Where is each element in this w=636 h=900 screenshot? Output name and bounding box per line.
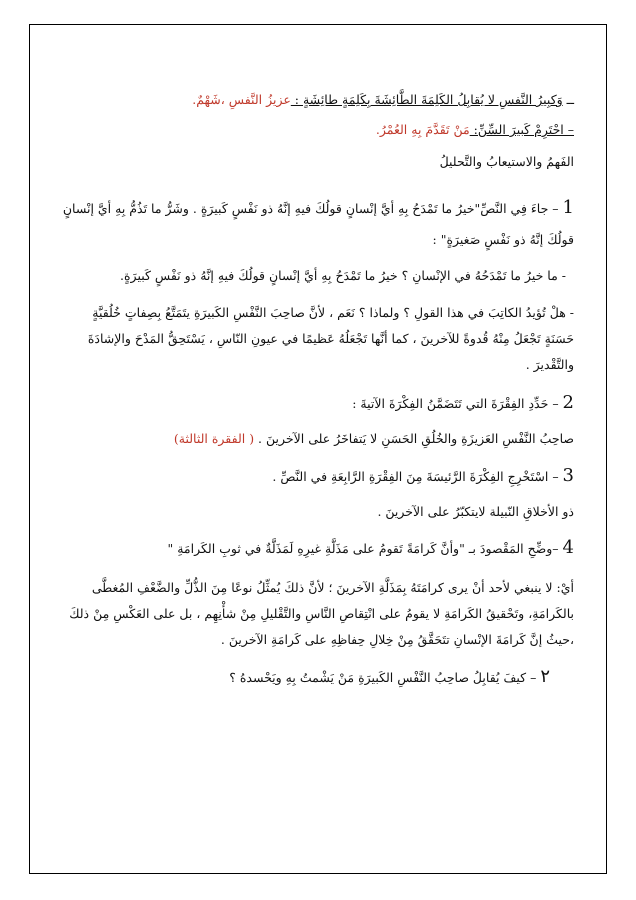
answer-2-paragraph-ref: ( الفقرة الثالثة) [173,431,255,447]
page-border [29,24,607,874]
answer-2 [62,430,574,448]
answer-2-text: صاحِبُ النَّفْسِ العَزيزَةِ والخُلُقِ الحَسَنِ لا يَتفاخَرُ على الآخرينَ . [254,431,574,447]
question-1-number: 1 [562,197,574,219]
question-4 [62,535,574,561]
vocab-2-word: – احْتَرِمْ كَبيرَ السِّنِّ: [469,122,574,138]
vocab-1-word: وَكبِيرُ النَّفسِ لا يُقابِلُ الكَلِمَةَ الطَّائِشَةَ بِكَلِمَةٍ طائِشَةٍ : [290,92,563,107]
question-3-number: 3 [562,464,574,486]
question-2-number: 2 [562,392,574,414]
answer-3: ذو الأخلاقِ النّبيلة لايتكبّرُ على الآخرينَ . [377,503,574,519]
vocab-line-1 [62,91,574,109]
vocab-1-meaning: عزيزُ النَّفسِ ،شَهْمٌ. [192,92,291,107]
section-title: الفَهمُ والاستيعابُ والتَّحليلُ [439,154,574,170]
question-4-number: 4 [562,536,574,558]
dash-prefix: ــ [562,92,574,107]
question-4-text: –وضِّحِ المَقْصودَ بـ "وأنَّ كَرامَةً تَقومُ على مَذَلَّةِ غيرِهِ لَمَذَلَّةٌ في ثوبِ الكَرامَةِ " [167,540,563,556]
question-5-text: – كيفَ يُقابِلُ صاحِبُ النَّفْسِ الكَبيرَةِ مَنْ يَشْمتُ بِهِ ويَحْسدهُ ؟ [229,669,541,685]
question-1 [62,189,574,253]
question-5-number: ٢ [540,665,550,687]
question-2 [62,390,574,416]
question-3 [62,463,574,489]
document-body [62,91,574,690]
answer-4: أيْ: لا ينبغي لأحد أنْ يرى كرامَتَهُ بِمَذَلَّةِ الآخرينَ ؛ لأنَّ ذلكَ يُمثِّلُ نوعًا مِنَ الذُّلِّ والضَّعْفِ المُغطَّى بالكَرامَةِ، وتَحْقيقُ الكَرامَةِ لا يقومُ على انْتِقاصِ النَّاسِ والتَّقْليلِ مِنْ شأْنِهِم ، بل على العَكْسِ مِنْ ذلكَ ،حيثُ إنَّ كَرامَةَ الإنْسانِ تتَحَقَّقُ مِنْ خِلالِ حِفاظِهِ على كَرامَةِ الآخرينَ . [69,579,574,648]
vocab-2-meaning: مَنْ تَقَدَّمَ بِهِ العُمْرُ. [375,122,470,138]
answer-1b: - هلْ تُؤيدُ الكاتِبَ في هذا القولِ ؟ ولماذا ؟ نَعَم ، لأنَّ صاحِبَ النَّفْسِ الكَبيرَةِ يتَمَتَّعُ بِصِفاتٍ خُلُقيَّةٍ حَسَنَةٍ تَجْعَلُ مِنْهُ قُدوةً للآخرينَ ، كما أنَّها تَجْعَلُهُ عَظيمًا في عيونِ النّاسِ ، يَسْتَحِقُّ المَدْحَ والإشادَةَ والتَّقْديرَ . [87,304,574,373]
question-2-text: – حَدِّدِ الفِقْرَةَ التي تَتَضَمَّنُ الفِكْرَةَ الآتيةَ : [352,396,563,412]
question-1-text: – جاءَ فِي النَّصِّ"خيرُ ما تَمْدَحُ بِهِ أيَّ إنْسانٍ قولُكَ فيهِ إنَّهُ ذو نَفْسٍ كَبيرَةٍ . وشَرُّ ما تَذُمُّ بِهِ أيَّ إنْسانٍ قولُكَ إنَّهُ ذو نَفْسٍ صَغيرَةٍ" : [62,201,574,248]
question-3-text: – اسْتَخْرِجِ الفِكْرَةَ الرَّئيسَةَ مِنَ الفِقْرَةِ الرَّابِعَةِ في النَّصِّ . [272,468,563,484]
question-5 [62,664,574,690]
vocab-line-2 [62,121,574,139]
answer-1a: - ما خيرُ ما تَمْدَحُهُ في الإنْسانِ ؟ خيرُ ما تَمْدَحُ بِهِ أيَّ إنْسانٍ قولُكَ فيهِ إنَّهُ ذو نَفْسٍ كَبيرَةٍ. [120,268,566,284]
